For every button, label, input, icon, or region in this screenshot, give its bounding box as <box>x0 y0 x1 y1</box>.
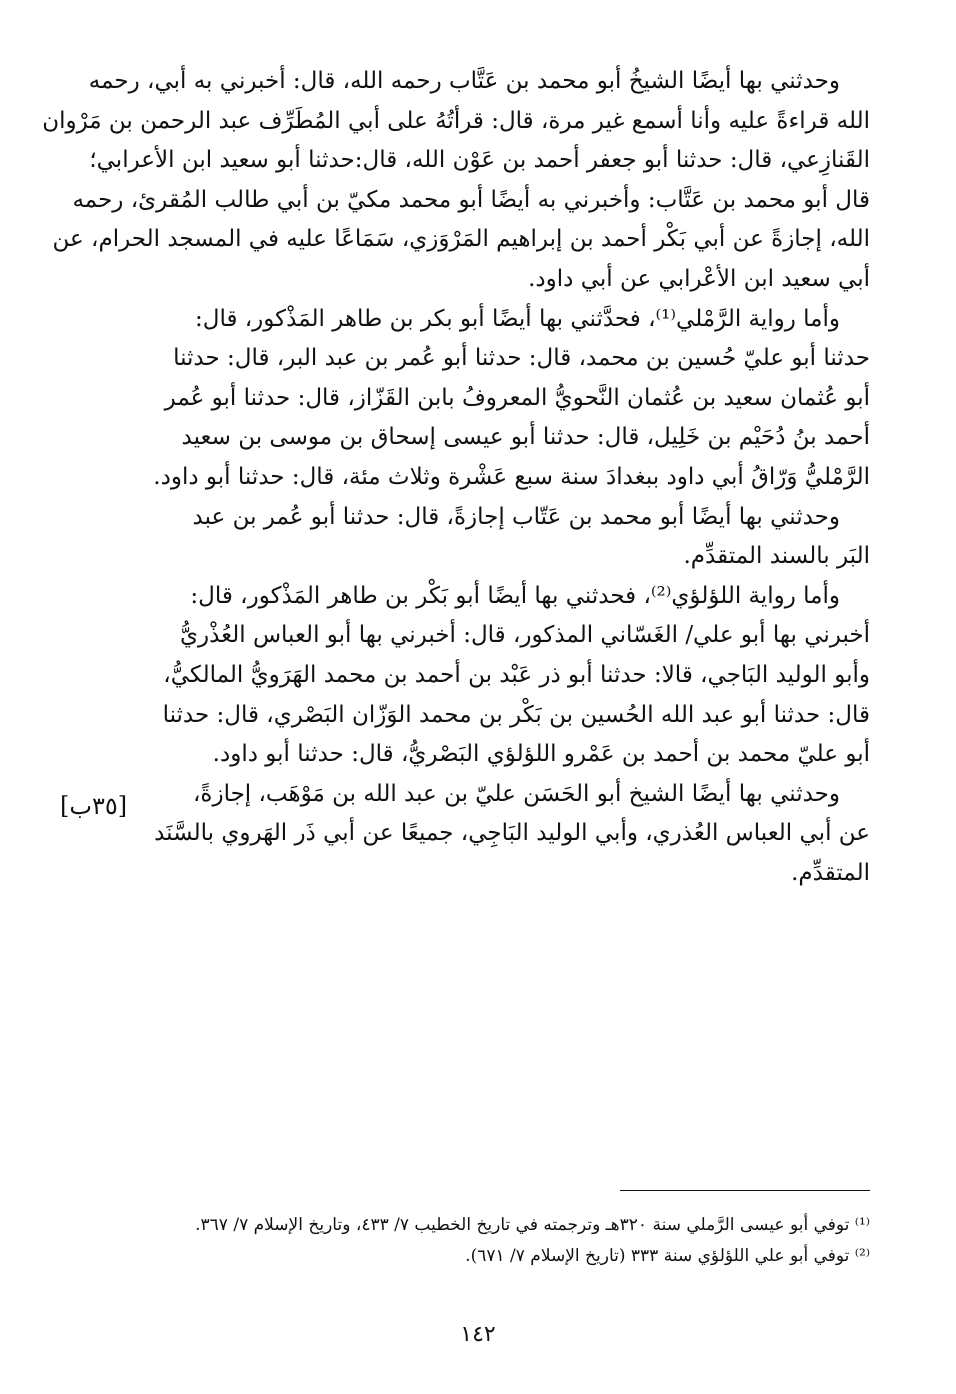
text-line: أحمد بنُ دُحَيْم بن خَلِيل، قال: حدثنا أبو عيسى إسحاق بن موسى بن سعيد <box>181 424 870 451</box>
text-line: الرَّمْليُّ وَرّاقُ أبي داود ببغدادَ سنة سبع عَشْرة وثلاث مئة، قال: حدثنا أبو داود. <box>153 463 870 490</box>
text-line: القَنازِعي، قال: حدثنا أبو جعفر أحمد بن عَوْن الله، قال:حدثنا أبو سعيد ابن الأعرابي؛ <box>89 147 870 174</box>
footnote: ⁽²⁾ توفي أبو علي اللؤلؤي سنة ٣٣٣ (تاريخ الإسلام ٧/ ٦٧١). <box>465 1246 870 1266</box>
text-line: وأما رواية الرَّمْلي⁽¹⁾، فحدَّثني بها أيضًا أبو بكر بن طاهر المَذْكور، قال: <box>194 305 840 332</box>
text-line: أبي سعيد ابن الأعْرابي عن أبي داود. <box>528 265 870 292</box>
text-line: وأما رواية اللؤلؤي⁽²⁾، فحدثني بها أيضًا أبو بَكْر بن طاهر المَذْكور، قال: <box>190 582 840 609</box>
text-line: البَر بالسند المتقدِّم. <box>683 543 870 570</box>
text-line: الله، إجازةً عن أبي بَكْر أحمد بن إبراهيم المَرْوَزي، سَمَاعًا عليه في المسجد الحرام، عن <box>52 226 870 253</box>
text-line: أبو عليّ محمد بن أحمد بن عَمْرو اللؤلؤي البَصْريُّ، قال: حدثنا أبو داود. <box>212 741 870 768</box>
text-line: الله قراءةً عليه وأنا أسمع غير مرة، قال: قرأتُهُ على أبي المُطَرِّف عبد الرحمن بن مَرْوان <box>42 107 870 134</box>
text-line: عن أبي العباس العُذري، وأبي الوليد البَاجِي، جميعًا عن أبي ذَر الهَروي بالسَّنَد <box>154 820 870 847</box>
text-line: أبو عُثمان سعيد بن عُثمان النَّحويُّ المعروفُ بابن القَزّاز، قال: حدثنا أبو عُمر <box>164 384 870 411</box>
footnote: ⁽¹⁾ توفي أبو عيسى الرَّملي سنة ٣٢٠هـ وترجمته في تاريخ الخطيب ٧/ ٤٣٣، وتاريخ الإسلام ٧/ ٣٦٧. <box>195 1215 870 1235</box>
manuscript-folio-marker: [٣٥ب] <box>60 792 128 820</box>
text-line: قال أبو محمد بن عَتَّاب: وأخبرني به أيضًا أبو محمد مكيّ بن أبي طالب المُقرئ، رحمه <box>72 186 870 213</box>
text-line: وحدثني بها أيضًا الشيخ أبو الحَسَن عليّ بن عبد الله بن مَوْهَب، إجازةً، <box>193 780 840 807</box>
footnote-separator <box>620 1190 870 1191</box>
footnotes <box>150 1210 870 1272</box>
text-line: المتقدِّم. <box>791 859 870 886</box>
page-number: ١٤٢ <box>460 1322 496 1347</box>
text-line: حدثنا أبو عليّ حُسين بن محمد، قال: حدثنا أبو عُمر بن عبد البر، قال: حدثنا <box>173 345 870 372</box>
text-line: وحدثني بها أيضًا أبو محمد بن عَتّاب إجازةً، قال: حدثنا أبو عُمر بن عبد <box>192 503 840 530</box>
text-line: وأبو الوليد البَاجي، قالا: حدثنا أبو ذر عَبْد بن أحمد بن محمد الهَرَويُّ المالكيُّ، <box>163 661 870 688</box>
text-line: أخبرني بها أبو علي/ الغَسّاني المذكور، قال: أخبرني بها أبو العباس العُذْريُّ <box>179 622 870 649</box>
text-line: وحدثني بها أيضًا الشيخُ أبو محمد بن عَتَّاب رحمه الله، قال: أخبرني به أبي، رحمه <box>88 68 840 94</box>
text-line: قال: حدثنا أبو عبد الله الحُسين بن بَكْر بن محمد الوَزّان البَصْري، قال: حدثنا <box>162 701 870 728</box>
